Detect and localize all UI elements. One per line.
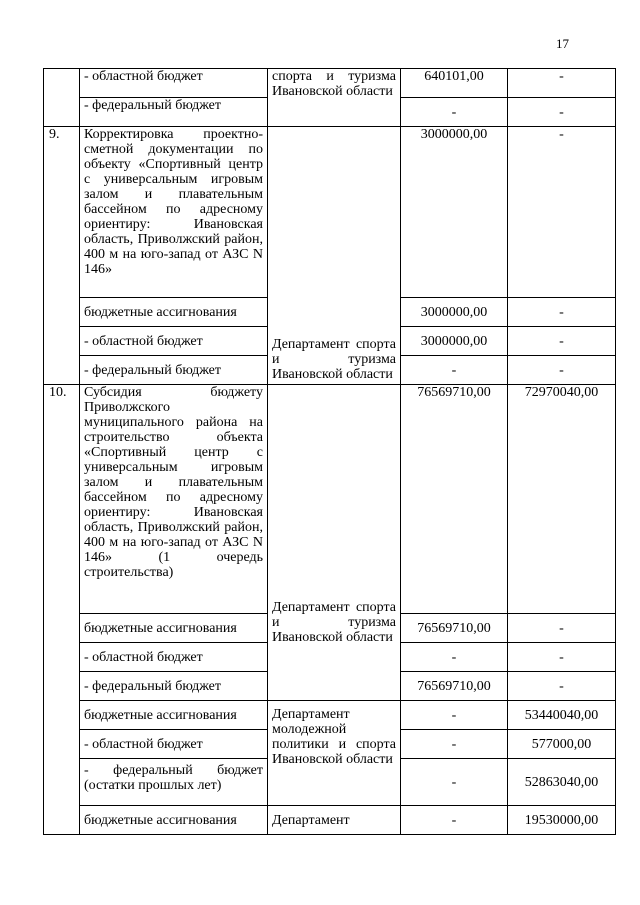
amount-2016: - [401,356,508,385]
item-title: Корректировка проектно-сметной документации по объекту «Спортивный центр с универсальным игровым залом и плавательным бассейном по адресному ориентиру: Ивановская область, Приволжский район, 400 м на юго-запад от АЗС N 146» [80,127,268,298]
amount-2017: 72970040,00 [508,385,616,614]
amount-2017: - [508,127,616,298]
row-label: - областной бюджет [80,730,268,759]
amount-2017: 19530000,00 [508,806,616,835]
amount-2016: - [401,806,508,835]
department-cell: спорта и туризма Ивановской области [268,69,401,127]
department-cell: Департамент спорта и туризма Ивановской области [268,127,401,385]
table-row [44,69,616,98]
table-row [44,806,616,835]
table-row [44,385,616,614]
amount-2017: 577000,00 [508,730,616,759]
amount-2016: 640101,00 [401,69,508,98]
row-label: - федеральный бюджет [80,356,268,385]
amount-2017: - [508,98,616,127]
amount-2017: - [508,69,616,98]
department-cell: Департамент [268,806,401,835]
row-label: - областной бюджет [80,643,268,672]
amount-2016: 76569710,00 [401,385,508,614]
row-number: 9. [44,127,80,385]
department-cell: Департамент молодежной политики и спорта Ивановской области [268,701,401,806]
amount-2016: 3000000,00 [401,298,508,327]
page-number: 17 [556,36,569,51]
item-title: Субсидия бюджету Приволжского муниципального района на строительство объекта «Спортивный центр с универсальным игровым залом и плавательным бассейном по адресному ориентиру: Ивановская область, Приволжский район, 400 м на юго-запад от АЗС N 146» (1 очередь строительства) [80,385,268,614]
amount-2017: - [508,672,616,701]
amount-2016: 3000000,00 [401,127,508,298]
amount-2017: - [508,298,616,327]
amount-2016: - [401,98,508,127]
amount-2016: 76569710,00 [401,672,508,701]
amount-2017: - [508,643,616,672]
amount-2017: - [508,614,616,643]
amount-2016: - [401,643,508,672]
amount-2017: 53440040,00 [508,701,616,730]
row-label: - областной бюджет [80,69,268,98]
table-row [44,127,616,298]
amount-2016: - [401,759,508,806]
department-cell: Департамент спорта и туризма Ивановской области [268,385,401,701]
row-label: - федеральный бюджет [80,98,268,127]
row-label: бюджетные ассигнования [80,614,268,643]
amount-2017: - [508,356,616,385]
row-number: 10. [44,385,80,835]
budget-table [43,68,616,835]
row-label: бюджетные ассигнования [80,806,268,835]
amount-2016: 76569710,00 [401,614,508,643]
amount-2016: - [401,701,508,730]
row-label: - областной бюджет [80,327,268,356]
row-label: бюджетные ассигнования [80,298,268,327]
row-label: - федеральный бюджет (остатки прошлых лет) [80,759,268,806]
amount-2016: 3000000,00 [401,327,508,356]
row-label: бюджетные ассигнования [80,701,268,730]
table-row [44,701,616,730]
row-number-cell [44,69,80,127]
amount-2016: - [401,730,508,759]
amount-2017: - [508,327,616,356]
amount-2017: 52863040,00 [508,759,616,806]
row-label: - федеральный бюджет [80,672,268,701]
